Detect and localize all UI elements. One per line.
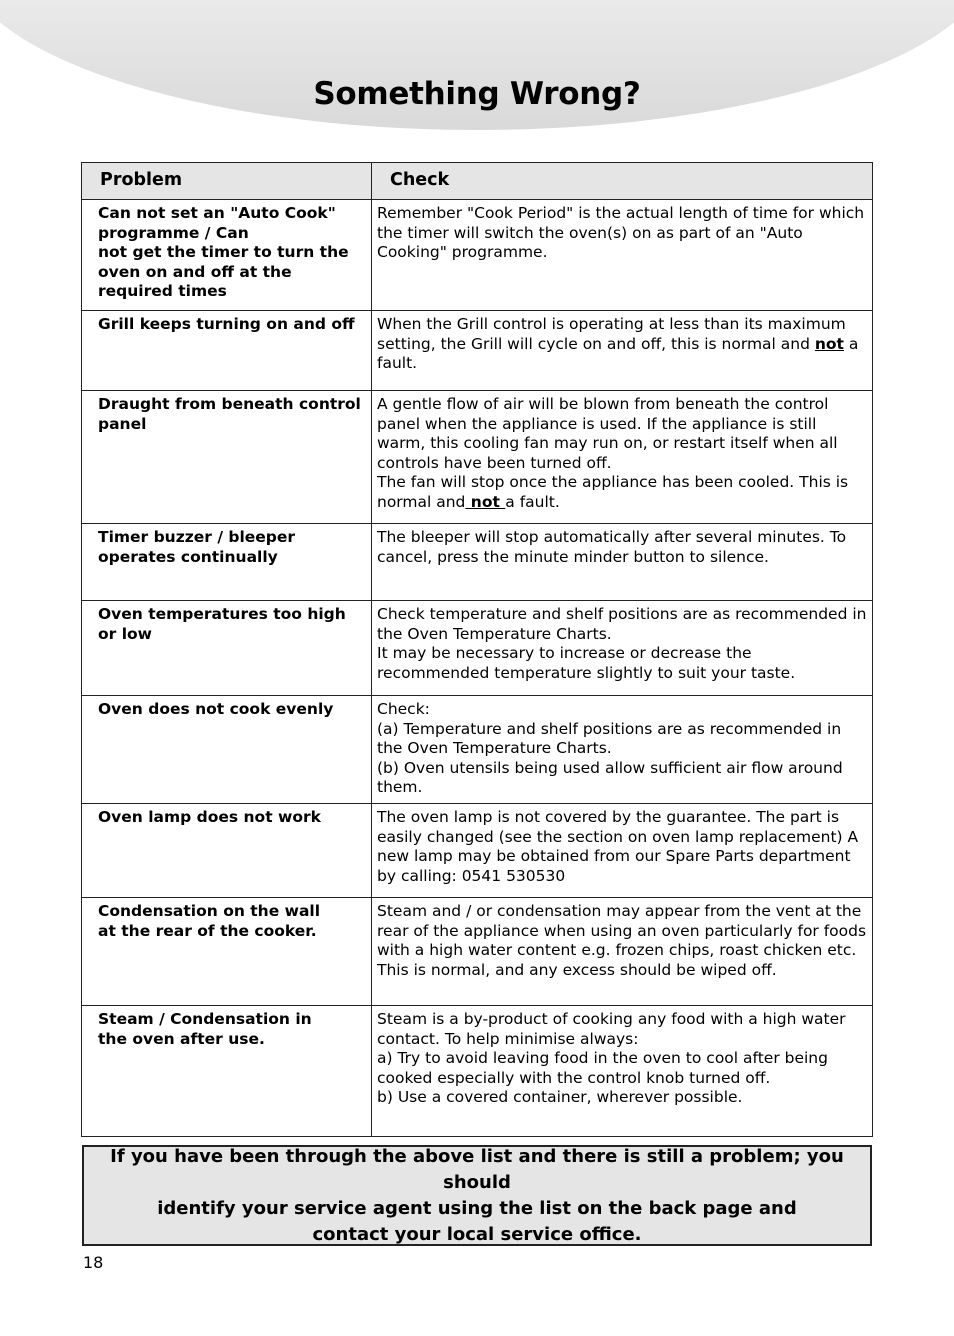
table-row [82,311,873,391]
table-row [82,804,873,898]
check-cell [372,898,873,1006]
table-row [82,1006,873,1137]
check-cell [372,804,873,898]
problem-cell: Oven lamp does not work [82,804,372,898]
check-cell [372,1006,873,1137]
check-cell [372,696,873,804]
page-title: Something Wrong? [313,76,641,112]
table-row [82,524,873,601]
check-text: Check: (a) Temperature and shelf positions are as recommended in the Oven Temperature Charts. (b) Oven utensils being used allow sufficient air flow around them. [377,700,843,797]
check-text: The oven lamp is not covered by the guarantee. The part is easily changed (see the section on oven lamp replacement) A new lamp may be obtained from our Spare Parts department by calling: 0541 530530 [377,808,859,885]
check-text: Remember "Cook Period" is the actual length of time for which the timer will switch the oven(s) on as part of an "Auto Cooking" programme. [377,204,865,262]
service-notice-line-2: identify your service agent using the list on the back page and [157,1197,797,1219]
table-row [82,898,873,1006]
check-cell [372,601,873,696]
troubleshooting-table [81,162,873,1137]
problem-cell: Can not set an "Auto Cook" programme / Can not get the timer to turn the oven on and off at the required times [82,200,372,311]
service-notice-text [92,1144,862,1248]
check-text: Check temperature and shelf positions are as recommended in the Oven Temperature Charts. It may be necessary to increase or decrease the recommended temperature slightly to suit your taste. [377,605,867,682]
problem-cell: Timer buzzer / bleeper operates continually [82,524,372,601]
check-text: A gentle flow of air will be blown from beneath the control panel when the appliance is used. If the appliance is still warm, this cooling fan may run on, or restart itself when all controls have been turned off. The fan will stop once the appliance has been cooled. This is normal and [377,395,849,511]
problem-cell: Oven temperatures too high or low [82,601,372,696]
problem-cell: Draught from beneath control panel [82,391,372,524]
table-row [82,391,873,524]
check-text: Steam and / or condensation may appear from the vent at the rear of the appliance when using an oven particularly for foods with a high water content e.g. frozen chips, roast chicken etc. This is normal, and any excess should be wiped off. [377,902,867,979]
check-text: a fault. [377,334,859,373]
table-row [82,200,873,311]
problem-cell: Oven does not cook evenly [82,696,372,804]
service-notice-line-1: If you have been through the above list and there is still a problem; you should [110,1145,844,1193]
check-text: The bleeper will stop automatically after several minutes. To cancel, press the minute minder button to silence. [377,528,847,566]
problem-cell: Condensation on the wall at the rear of the cooker. [82,898,372,1006]
column-header-problem: Problem [82,163,372,200]
table-header-row [82,163,873,200]
check-cell [372,311,873,391]
table-row [82,696,873,804]
check-emphasis-text: not [814,334,844,353]
problem-cell: Steam / Condensation in the oven after use. [82,1006,372,1137]
problem-cell: Grill keeps turning on and off [82,311,372,391]
service-notice-line-3: contact your local service office. [312,1223,642,1245]
check-text: When the Grill control is operating at less than its maximum setting, the Grill will cycle on and off, this is normal and [377,315,846,353]
table-body [82,200,873,1137]
check-cell [372,524,873,601]
check-cell [372,391,873,524]
page-number: 18 [83,1253,104,1272]
header-band [0,0,954,140]
service-notice [82,1145,872,1246]
check-emphasis-text: not [465,492,506,511]
check-text: a fault. [505,492,560,511]
column-header-check: Check [372,163,873,200]
table-row [82,601,873,696]
check-cell [372,200,873,311]
check-text: Steam is a by-product of cooking any food with a high water contact. To help minimise always: a) Try to avoid leaving food in the oven to cool after being cooked especially with the control knob turned off. b) Use a covered container, wherever possible. [377,1010,846,1107]
